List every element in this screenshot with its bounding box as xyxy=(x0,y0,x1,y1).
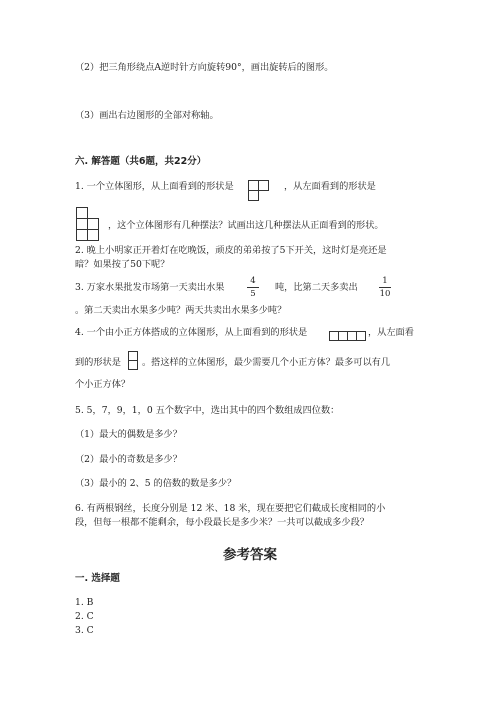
problem6-line2: 段，但每一根都不能剩余，每小段最长是多少米？一共可以截成多少段？ xyxy=(75,517,369,528)
problem4-line2-b: 。搭这样的立体图形，最少需要几个小正方体？最多可以有几 xyxy=(142,357,391,368)
fraction2-numerator: 1 xyxy=(382,276,388,286)
left-view-figure xyxy=(76,207,100,240)
problem4-line3: 个小正方体？ xyxy=(75,379,131,390)
section6-title: 六. 解答题（共6题，共22分） xyxy=(75,156,207,167)
left-view-column-figure xyxy=(128,351,138,370)
answers-title: 参考答案 xyxy=(223,547,277,563)
answer-item: 3. C xyxy=(75,625,94,636)
top-view-row-figure xyxy=(329,331,365,341)
problem4-line1-a: 4. 一个由小正方体搭成的立体图形，从上面看到的形状是 xyxy=(75,327,308,338)
problem3-line1-b: 吨，比第二天多卖出 xyxy=(275,282,358,293)
answers-section1-title: 一. 选择题 xyxy=(75,573,120,584)
problem5-q2: （2）最小的奇数是多少？ xyxy=(75,454,182,465)
fraction-four-fifths xyxy=(245,276,261,299)
problem1-line1-b: ，从左面看到的形状是 xyxy=(284,181,376,192)
fraction1-numerator: 4 xyxy=(250,276,256,286)
problem2-line1: 2. 晚上小明家正开着灯在吃晚饭，顽皮的弟弟按了5下开关，这时灯是亮还是 xyxy=(75,245,387,256)
answer-item: 2. C xyxy=(75,611,94,622)
problem6-line1: 6. 有两根钢丝，长度分别是 12 米、18 米，现在要把它们截成长度相同的小 xyxy=(75,503,386,514)
fraction1-denominator: 5 xyxy=(250,289,256,299)
problem1-line1-a: 1. 一个立体图形，从上面看到的形状是 xyxy=(75,181,234,192)
problem2-line2: 暗？如果按了50下呢？ xyxy=(75,259,170,270)
top-view-figure xyxy=(248,180,270,202)
problem4-line2-a: 到的形状是 xyxy=(75,357,121,368)
fraction-one-tenth xyxy=(377,276,393,299)
problem4-line1-b: ，从左面看 xyxy=(368,327,414,338)
problem5-q3: （3）最小的 2、5 的倍数的数是多少？ xyxy=(75,478,237,489)
problem5-line1: 5. 5，7，9，1，0 五个数字中，选出其中的四个数组成四位数： xyxy=(75,405,340,416)
answer-item: 1. B xyxy=(75,597,94,608)
problem1-line2: ，这个立体图形有几种摆法？试画出这几种摆法从正面看到的形状。 xyxy=(108,220,384,231)
part5-q3: （3）画出右边图形的全部对称轴。 xyxy=(75,110,219,121)
problem5-q1: （1）最大的偶数是多少？ xyxy=(75,429,182,440)
problem3-line2: 。第二天卖出水果多少吨？两天共卖出水果多少吨？ xyxy=(75,305,287,316)
problem3-line1-a: 3. 万家水果批发市场第一天卖出水果 xyxy=(75,282,225,293)
fraction2-denominator: 10 xyxy=(379,289,391,299)
part5-q2: （2）把三角形绕点A逆时针方向旋转90°，画出旋转后的图形。 xyxy=(75,62,334,73)
